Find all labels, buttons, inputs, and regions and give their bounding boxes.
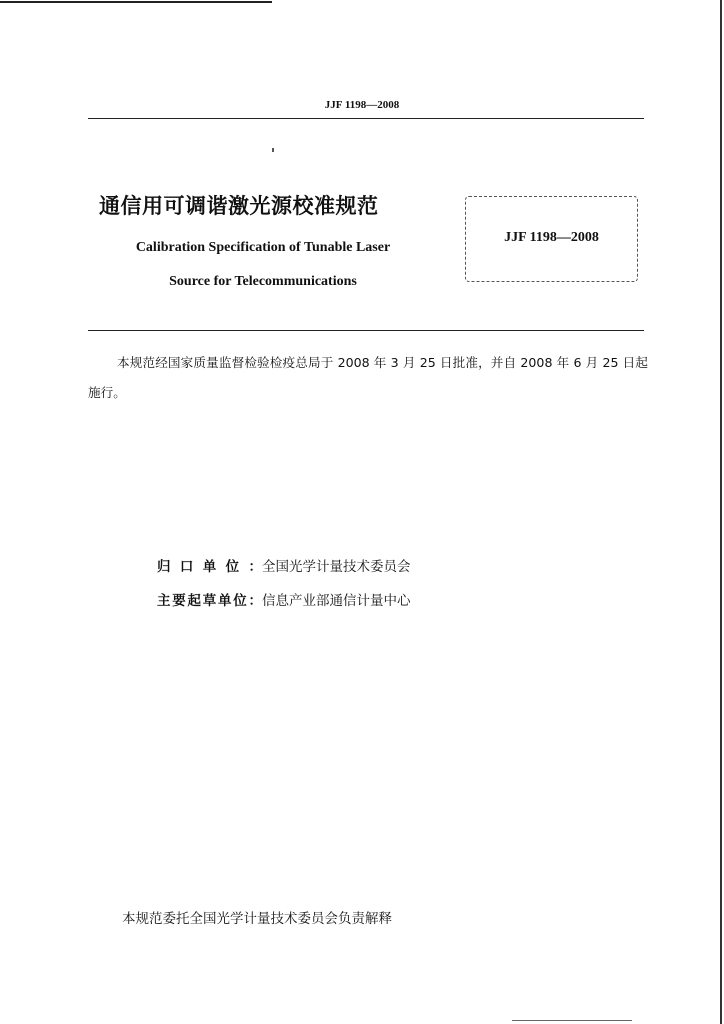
scan-speck <box>272 148 274 152</box>
standard-code-box <box>465 196 638 282</box>
header-rule <box>88 118 644 119</box>
title-english-line1: Calibration Specification of Tunable Laser <box>135 240 391 255</box>
approval-statement: 本规范经国家质量监督检验检疫总局于 2008 年 3 月 25 日批准，并自 2008 年 6 月 25 日起施行。 <box>88 355 648 400</box>
running-header-code: JJF 1198—2008 <box>324 99 400 111</box>
drafting-unit-value: 信息产业部通信计量中心 <box>262 593 411 609</box>
scan-edge-top <box>0 1 272 3</box>
scan-edge-bottom <box>512 1020 632 1021</box>
responsible-unit-label: 归口单位： <box>157 559 262 575</box>
drafting-unit-label: 主要起草单位： <box>157 593 262 609</box>
interpretation-note: 本规范委托全国光学计量技术委员会负责解释 <box>122 911 392 927</box>
title-english-line2: Source for Telecommunications <box>169 274 357 289</box>
drafting-unit-row <box>157 589 411 609</box>
section-rule <box>88 330 644 331</box>
title-chinese: 通信用可调谐激光源校准规范 <box>99 194 379 218</box>
responsible-unit-row <box>157 555 411 575</box>
standard-code: JJF 1198—2008 <box>504 230 599 245</box>
scan-edge-right <box>720 0 722 1024</box>
responsible-unit-value: 全国光学计量技术委员会 <box>262 559 411 575</box>
